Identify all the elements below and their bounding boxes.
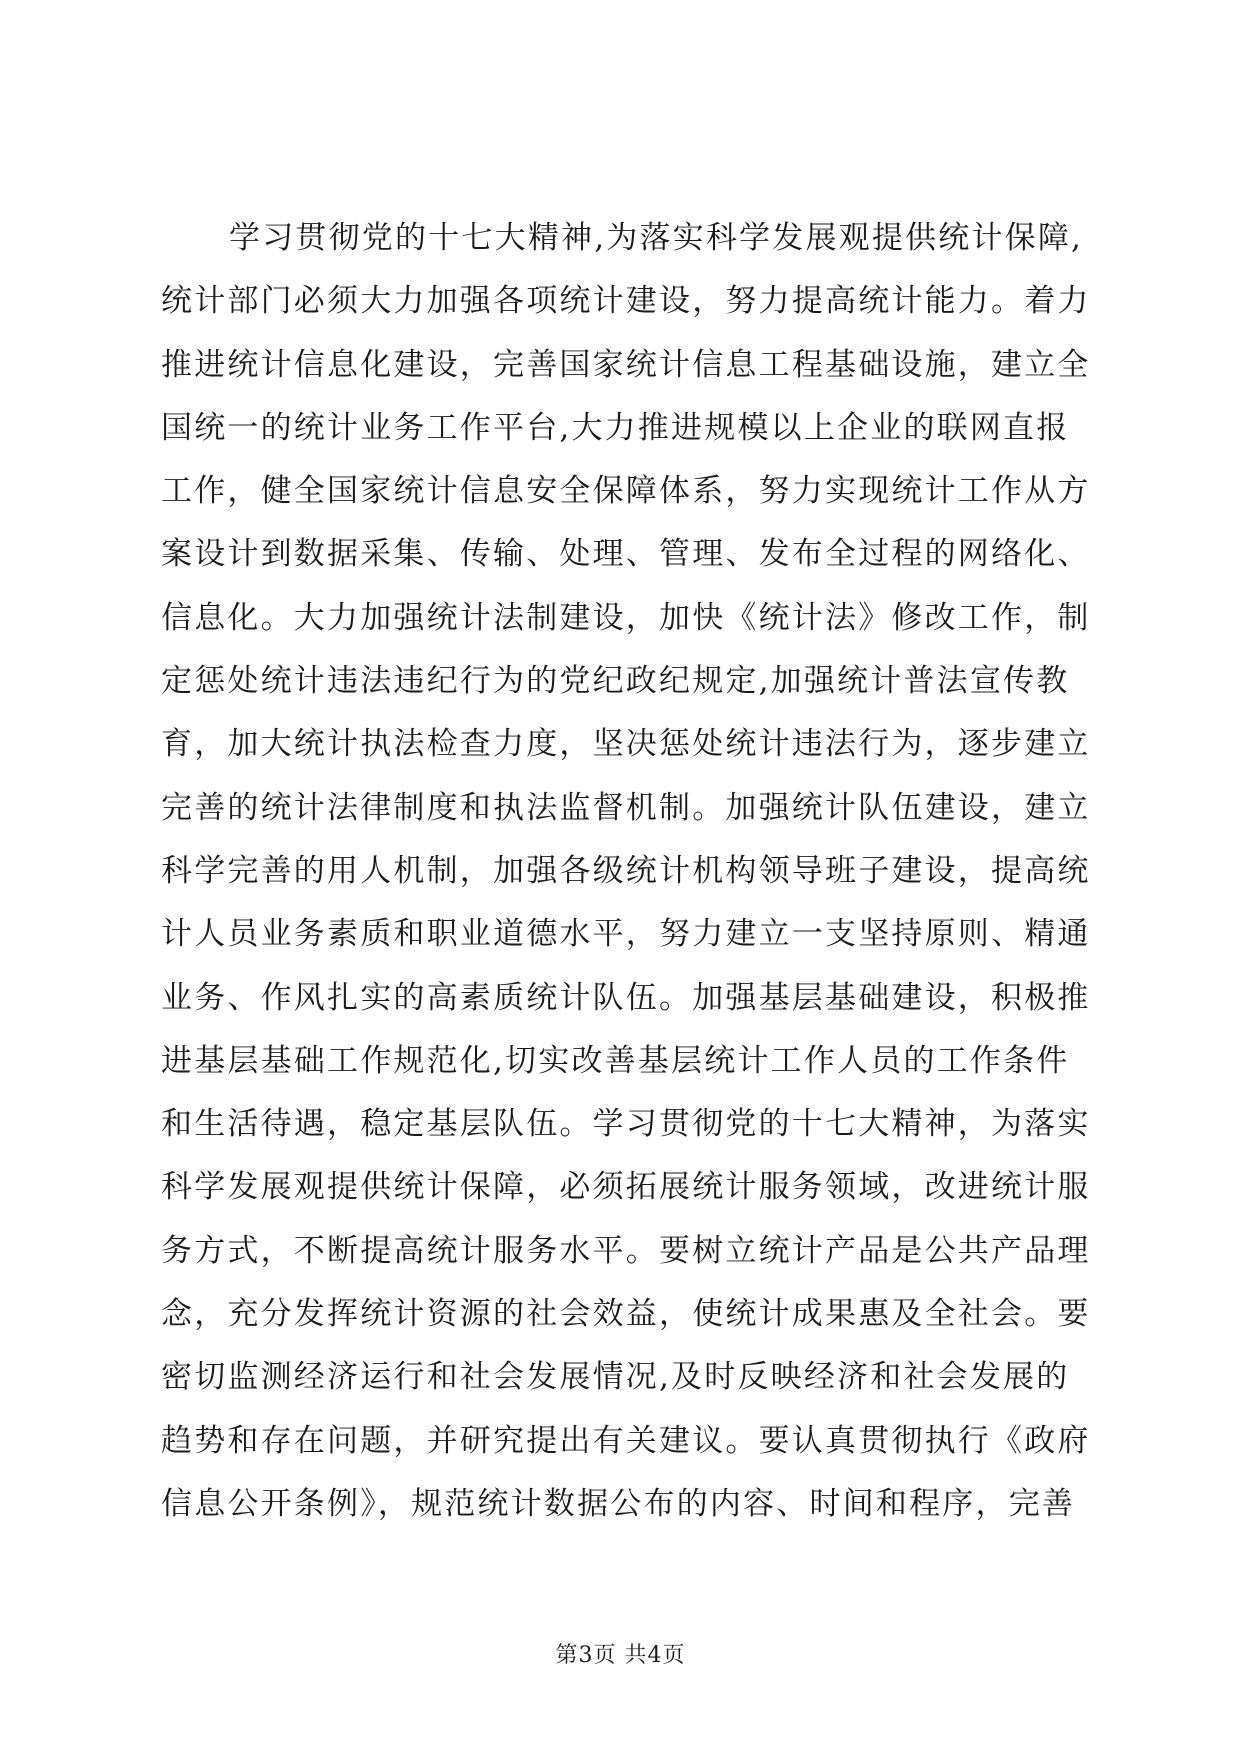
text-line: 念，充分发挥统计资源的社会效益，使统计成果惠及全社会。要	[161, 1296, 1091, 1333]
text-line: 定惩处统计违法违纪行为的党纪政纪规定,加强统计普法宣传教	[161, 663, 1070, 700]
text-line: 业务、作风扎实的高素质统计队伍。加强基层基础建设，积极推	[161, 979, 1091, 1016]
page-footer	[0, 1638, 1241, 1669]
text-line: 进基层基础工作规范化,切实改善基层统计工作人员的工作条件	[161, 1042, 1070, 1079]
text-line: 密切监测经济运行和社会发展情况,及时反映经济和社会发展的	[161, 1359, 1070, 1396]
text-line: 科学发展观提供统计保障，必须拓展统计服务领域，改进统计服	[161, 1169, 1091, 1206]
text-line: 推进统计信息化建设，完善国家统计信息工程基础设施，建立全	[161, 346, 1091, 383]
text-line: 趋势和存在问题，并研究提出有关建议。要认真贯彻执行《政府	[161, 1422, 1091, 1459]
text-line: 计人员业务素质和职业道德水平，努力建立一支坚持原则、精通	[161, 916, 1091, 953]
text-line: 统计部门必须大力加强各项统计建设，努力提高统计能力。着力	[161, 283, 1091, 320]
text-line: 完善的统计法律制度和执法监督机制。加强统计队伍建设，建立	[161, 789, 1091, 826]
text-line: 国统一的统计业务工作平台,大力推进规模以上企业的联网直报	[161, 409, 1070, 446]
body-paragraph	[161, 207, 1091, 1536]
text-line: 工作，健全国家统计信息安全保障体系，努力实现统计工作从方	[161, 473, 1091, 510]
text-line: 案设计到数据采集、传输、处理、管理、发布全过程的网络化、	[161, 536, 1091, 573]
text-line: 和生活待遇，稳定基层队伍。学习贯彻党的十七大精神，为落实	[161, 1106, 1091, 1143]
text-line: 信息公开条例》，规范统计数据公布的内容、时间和程序，完善	[161, 1485, 1076, 1522]
text-line: 育，加大统计执法检查力度，坚决惩处统计违法行为，逐步建立	[161, 726, 1091, 763]
text-line: 务方式，不断提高统计服务水平。要树立统计产品是公共产品理	[161, 1232, 1091, 1269]
text-line: 信息化。大力加强统计法制建设，加快《统计法》修改工作，制	[161, 599, 1091, 636]
text-line: 学习贯彻党的十七大精神,为落实科学发展观提供统计保障,	[229, 220, 1084, 256]
text-line: 科学完善的用人机制，加强各级统计机构领导班子建设，提高统	[161, 852, 1091, 889]
page-number-label: 第3页 共4页	[555, 1643, 686, 1668]
